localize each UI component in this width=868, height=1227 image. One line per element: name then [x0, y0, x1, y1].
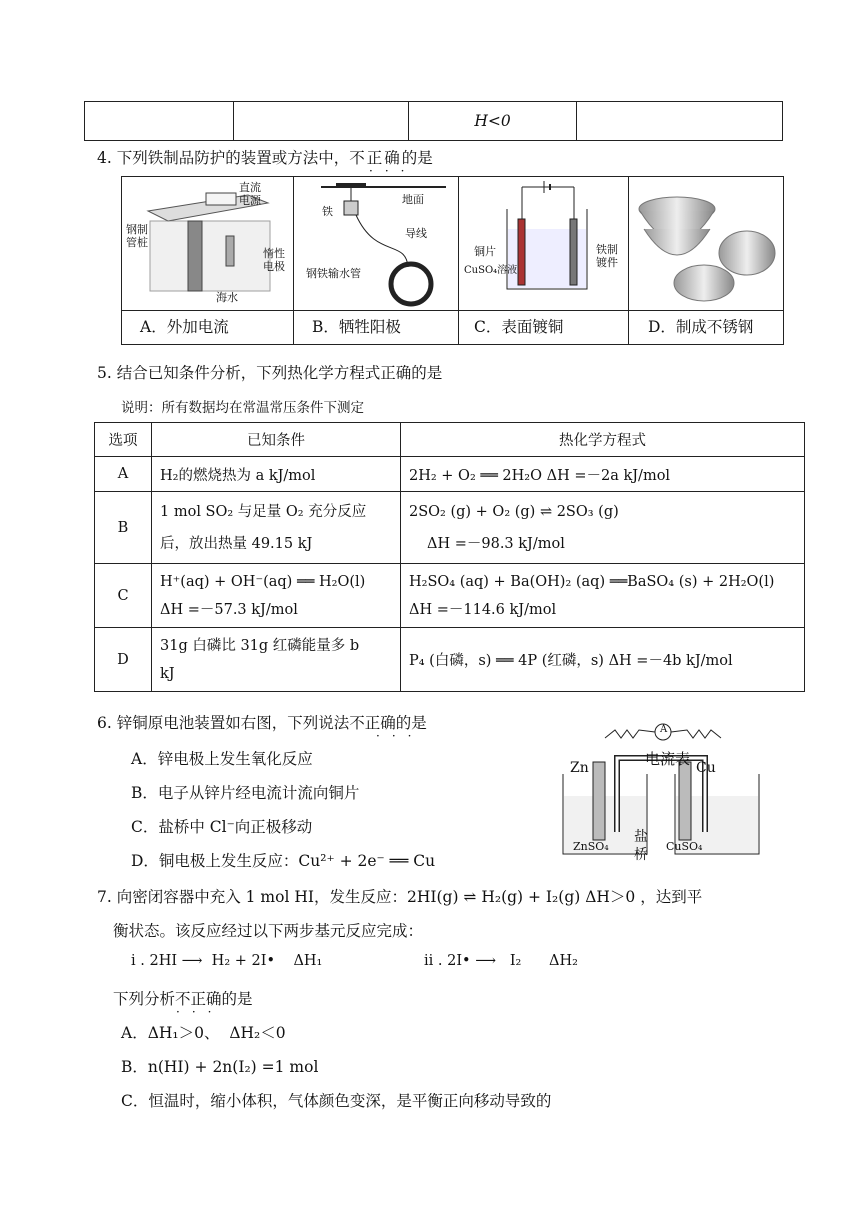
- q4-option-b: B．牺牲阳极: [312, 318, 401, 336]
- cu-label: Cu: [696, 760, 716, 776]
- emphasis-dots: ···: [376, 729, 424, 743]
- q7-step-ii: ⅱ . 2I• ⟶ I₂ ΔH₂: [424, 953, 578, 969]
- fig-a-seawater-label: 海水: [216, 291, 238, 304]
- fig-b-iron-label: 铁: [322, 205, 333, 218]
- q4-figure-table: [121, 176, 784, 345]
- salt-bridge-label: 盐 桥: [634, 829, 648, 863]
- q5-stem: 5. 结合已知条件分析，下列热化学方程式正确的是: [97, 364, 443, 382]
- table-cell: B: [95, 492, 152, 564]
- table-row: [95, 457, 805, 492]
- emphasis-dots: ···: [176, 1005, 224, 1019]
- q5-note: 说明：所有数据均在常温常压条件下测定: [121, 400, 364, 416]
- q7-option-b: B．n(HI) + 2n(I₂) =1 mol: [121, 1058, 319, 1076]
- q4-stem: 4. 下列铁制品防护的装置或方法中，不正确的是: [97, 149, 433, 167]
- top-table-cell: [234, 102, 409, 141]
- table-cell: 1 mol SO₂ 与足量 O₂ 充分反应 后，放出热量 49.15 kJ: [152, 492, 401, 564]
- table-cell: A: [95, 457, 152, 492]
- fig-a-labels: 直流 电源: [239, 181, 261, 207]
- q7-stem-line2: 衡状态。该反应经过以下两步基元反应完成：: [113, 922, 424, 940]
- emphasis-dots: ···: [369, 164, 417, 178]
- q7-substem: 下列分析不正确的是: [113, 990, 253, 1008]
- ammeter-symbol: A: [660, 724, 668, 735]
- cuso4-label: CuSO₄: [666, 840, 703, 853]
- table-header: 热化学方程式: [401, 423, 805, 457]
- sacrificial-anode-figure: [296, 179, 456, 309]
- table-cell: 31g 白磷比 31g 红磷能量多 b kJ: [152, 628, 401, 692]
- fig-b-pipe-label: 钢铁输水管: [306, 267, 361, 280]
- q5-table: [94, 422, 805, 692]
- q7-option-a: A．ΔH₁＞0、 ΔH₂＜0: [121, 1024, 286, 1042]
- znso4-label: ZnSO₄: [573, 840, 609, 853]
- q6-stem: 6. 锌铜原电池装置如右图，下列说法不正确的是: [97, 714, 427, 732]
- q4-option-c: C．表面镀铜: [474, 318, 564, 336]
- table-header: 选项: [95, 423, 152, 457]
- top-table-cell: [577, 102, 783, 141]
- fig-c-plate-label: 铁制 镀件: [596, 243, 618, 269]
- top-table: [84, 101, 783, 141]
- impressed-current-figure: [128, 181, 290, 309]
- table-header-row: [95, 423, 805, 457]
- table-row: [95, 628, 805, 692]
- table-row: [95, 564, 805, 628]
- q7-stem-line1: 7. 向密闭容器中充入 1 mol HI，发生反应：2HI(g) ⇌ H₂(g) + I₂(g) ΔH＞0 ，达到平: [97, 888, 703, 906]
- q4-option-d: D．制成不锈钢: [648, 318, 754, 336]
- q4-option-a: A．外加电流: [140, 318, 229, 336]
- table-cell: C: [95, 564, 152, 628]
- fig-b-ground-label: 地面: [402, 193, 424, 206]
- table-cell: 2SO₂ (g) + O₂ (g) ⇌ 2SO₃ (g) ΔH =－98.3 kJ/mol: [401, 492, 805, 564]
- top-table-cell: [85, 102, 234, 141]
- table-header: 已知条件: [152, 423, 401, 457]
- q6-option-d: D．铜电极上发生反应：Cu²⁺ + 2e⁻ ══ Cu: [131, 852, 436, 870]
- fig-c-solution-label: CuSO₄溶液: [464, 265, 518, 276]
- stainless-bowls-figure: [632, 181, 780, 307]
- table-cell: H₂SO₄ (aq) + Ba(OH)₂ (aq) ══BaSO₄ (s) + 2H₂O(l) ΔH =－114.6 kJ/mol: [401, 564, 805, 628]
- fig-b-wire-label: 导线: [405, 227, 427, 240]
- table-cell: H⁺(aq) + OH⁻(aq) ══ H₂O(l) ΔH =－57.3 kJ/mol: [152, 564, 401, 628]
- q6-option-b: B．电子从锌片经电流计流向铜片: [131, 784, 360, 802]
- q7-step-i: ⅰ . 2HI ⟶ H₂ + 2I• ΔH₁: [131, 953, 323, 969]
- q7-option-c: C．恒温时，缩小体积，气体颜色变深，是平衡正向移动导致的: [121, 1092, 552, 1110]
- fig-c-copper-label: 铜片: [474, 245, 496, 258]
- q6-option-a: A．锌电极上发生氧化反应: [131, 750, 313, 768]
- table-cell: 2H₂ + O₂ ══ 2H₂O ΔH =－2a kJ/mol: [401, 457, 805, 492]
- q6-option-c: C．盐桥中 Cl⁻向正极移动: [131, 818, 313, 836]
- fig-a-pile-label: 钢制 管桩: [126, 223, 148, 249]
- top-table-cell: H<0: [409, 102, 577, 141]
- table-cell: P₄ (白磷，s) ══ 4P (红磷，s) ΔH =－4b kJ/mol: [401, 628, 805, 692]
- table-cell: D: [95, 628, 152, 692]
- fig-a-electrode-label: 惰性 电极: [263, 247, 285, 273]
- ammeter-label: 电流表: [645, 750, 691, 768]
- table-cell: H₂的燃烧热为 a kJ/mol: [152, 457, 401, 492]
- table-row: [95, 492, 805, 564]
- q4-emphasis: 不正确: [349, 149, 402, 167]
- zn-label: Zn: [570, 760, 589, 776]
